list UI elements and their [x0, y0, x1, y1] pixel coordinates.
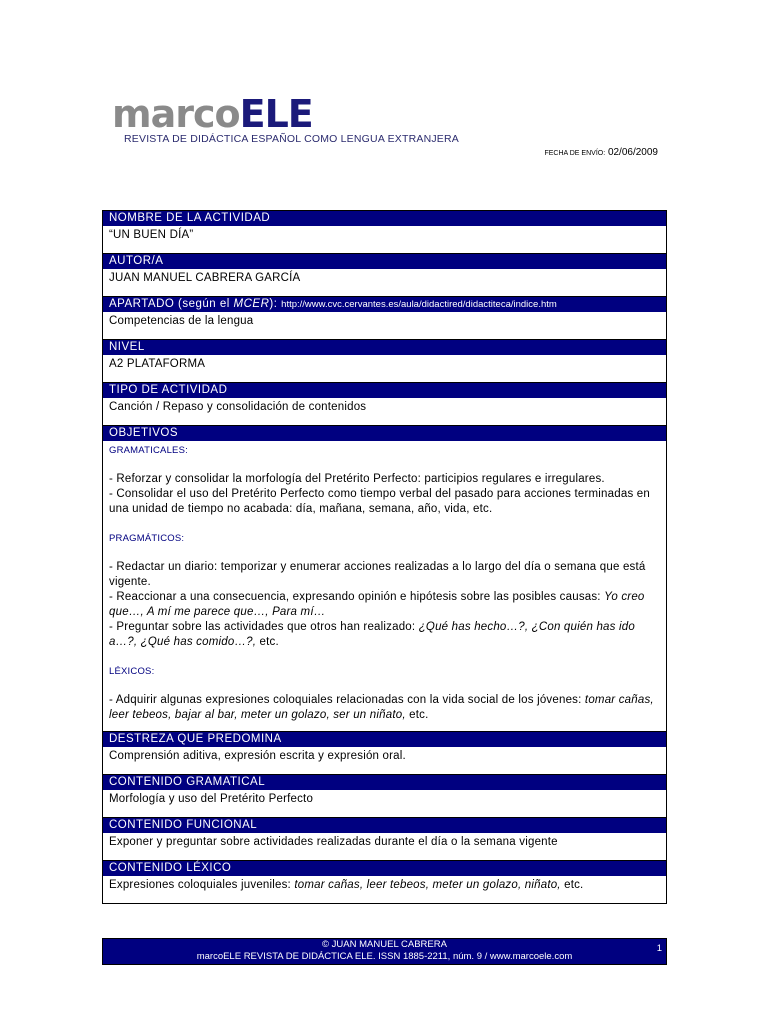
- section-header-nivel: NIVEL: [103, 340, 666, 355]
- section-header-gramatical: CONTENIDO GRAMATICAL: [103, 775, 666, 790]
- objective-item: - Reaccionar a una consecuencia, expresando opinión e hipótesis sobre las posibles causas: Yo creo que…, A mí me parece que…, Para mí…: [109, 591, 645, 618]
- section-header-funcional: CONTENIDO FUNCIONAL: [103, 818, 666, 833]
- footer-copyright: © JUAN MANUEL CABRERA: [322, 939, 447, 950]
- section-value-funcional: Exponer y preguntar sobre actividades realizadas durante el día o la semana vigente: [103, 833, 666, 861]
- marcoele-logo: [112, 92, 459, 145]
- objective-item: - Redactar un diario: temporizar y enumerar acciones realizadas a lo largo del día o semana que está vigente.: [109, 561, 646, 588]
- page-number: 1: [656, 943, 662, 954]
- subheading-pragmaticos: PRAGMÁTICOS:: [109, 533, 185, 544]
- section-header-nombre: NOMBRE DE LA ACTIVIDAD: [103, 211, 666, 226]
- section-value-lexico: Expresiones coloquiales juveniles: tomar cañas, leer tebeos, meter un golazo, niñato, etc.: [109, 879, 584, 891]
- section-value-tipo: Canción / Repaso y consolidación de contenidos: [103, 398, 666, 426]
- objective-item: - Reforzar y consolidar la morfología del Pretérito Perfecto: participios regulares e irregulares.: [109, 473, 605, 485]
- section-value-destreza: Comprensión aditiva, expresión escrita y expresión oral.: [103, 747, 666, 775]
- objective-item: - Adquirir algunas expresiones coloquiales relacionadas con la vida social de los jóvenes: tomar cañas, leer tebeos, bajar al bar, meter un golazo, ser un niñato, etc.: [109, 694, 654, 721]
- section-header-apartado: APARTADO (según el MCER): http://www.cvc.cervantes.es/aula/didactired/didactiteca/indice.htm: [103, 297, 666, 312]
- logo-subtitle: REVISTA DE DIDÁCTICA ESPAÑOL COMO LENGUA EXTRANJERA: [124, 133, 459, 145]
- objective-item: - Preguntar sobre las actividades que otros han realizado: ¿Qué has hecho…?, ¿Con quién has ido a…?, ¿Qué has comido…?, etc.: [109, 621, 635, 648]
- section-header-destreza: DESTREZA QUE PREDOMINA: [103, 732, 666, 747]
- fecha-envio: [544, 147, 658, 158]
- apartado-link[interactable]: http://www.cvc.cervantes.es/aula/didactired/didactiteca/indice.htm: [281, 299, 557, 310]
- section-value-gramatical: Morfología y uso del Pretérito Perfecto: [103, 790, 666, 818]
- objective-item: - Consolidar el uso del Pretérito Perfecto como tiempo verbal del pasado para acciones terminadas en una unidad de tiempo no acabada: día, mañana, semana, año, vida, etc.: [109, 488, 650, 515]
- section-header-autor: AUTOR/A: [103, 254, 666, 269]
- section-value-autor: JUAN MANUEL CABRERA GARCÍA: [103, 269, 666, 297]
- section-header-tipo: TIPO DE ACTIVIDAD: [103, 383, 666, 398]
- section-value-nombre: “UN BUEN DÍA”: [103, 226, 666, 254]
- logo-wordmark: marcoELE: [112, 92, 313, 136]
- section-value-nivel: A2 PLATAFORMA: [103, 355, 666, 383]
- section-header-objetivos: OBJETIVOS: [103, 426, 666, 441]
- section-value-objetivos: [103, 441, 666, 732]
- subheading-lexicos: LÉXICOS:: [109, 666, 155, 677]
- fecha-value: 02/06/2009: [607, 147, 658, 158]
- page-footer: [102, 938, 667, 965]
- fecha-label: FECHA DE ENVÍO:: [544, 150, 606, 157]
- section-value-apartado: Competencias de la lengua: [103, 312, 666, 340]
- footer-journal: marcoELE REVISTA DE DIDÁCTICA ELE. ISSN 1885-2211, núm. 9 / www.marcoele.com: [196, 951, 573, 962]
- activity-sheet: [102, 210, 667, 904]
- subheading-gramaticales: GRAMATICALES:: [109, 445, 188, 456]
- section-header-lexico: CONTENIDO LÉXICO: [103, 861, 666, 876]
